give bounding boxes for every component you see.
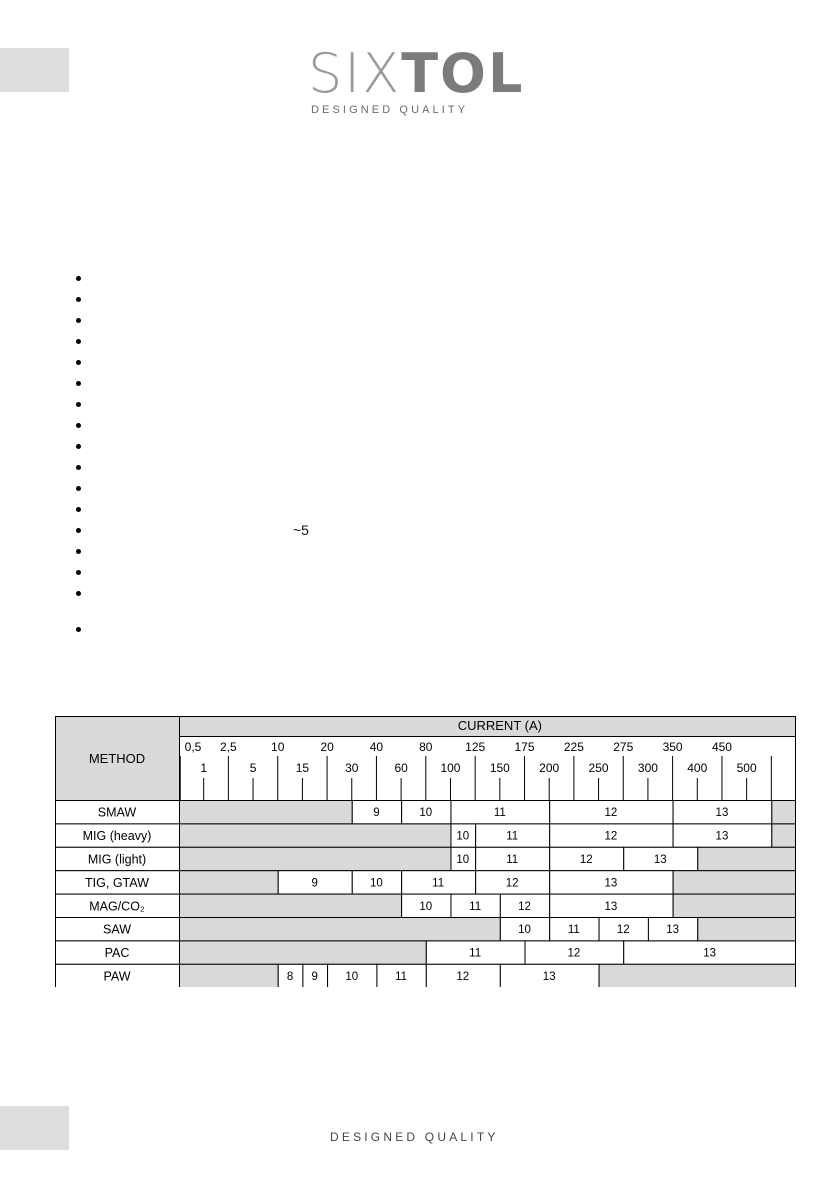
row-method-label: MIG (heavy) [82, 829, 152, 844]
row-value-label: 13 [715, 830, 729, 843]
row-value-label: 10 [370, 877, 383, 890]
row-value-label: 12 [579, 854, 593, 866]
scale-top-label: 20 [320, 740, 334, 754]
row-value-label: 13 [542, 971, 556, 983]
bullet-item [74, 289, 94, 310]
row-method-label: MIG (light) [87, 852, 147, 867]
row-shaded-cell [180, 824, 451, 847]
row-value-label: 12 [456, 971, 470, 983]
bullet-item [74, 310, 94, 331]
row-method-label: MAG/CO₂ [89, 899, 145, 914]
scale-top-label: 350 [662, 740, 683, 754]
scale-bottom-label: 300 [637, 761, 658, 775]
bullet-text: ~5 [293, 522, 309, 538]
scale-top-label: 225 [563, 740, 584, 754]
row-shaded-cell [180, 894, 402, 917]
bullet-item [74, 268, 94, 289]
bullet-item [74, 457, 94, 478]
scale-top-label: 2,5 [220, 740, 237, 754]
row-value-label: 10 [456, 830, 470, 843]
bullet-item [74, 541, 94, 562]
row-value-label: 11 [469, 947, 482, 960]
row-value-label: 10 [419, 900, 433, 913]
row-value-label: 10 [345, 971, 359, 983]
bullet-item [74, 394, 94, 415]
logo-text-bold: TOL [401, 42, 525, 105]
row-shaded-cell [698, 847, 796, 870]
row-value-label: 9 [311, 877, 318, 890]
row-value-label: 10 [456, 854, 470, 866]
scale-bottom-label: 200 [539, 761, 560, 775]
row-value-label: 12 [567, 947, 581, 960]
row-shaded-cell [772, 824, 796, 847]
bullet-item [74, 352, 94, 373]
table-svg [55, 716, 796, 987]
bullet-item [74, 415, 94, 436]
row-method-label: PAW [103, 969, 131, 984]
row-shaded-cell [180, 871, 279, 894]
row-method-label: TIG, GTAW [85, 875, 149, 890]
row-value-label: 9 [373, 807, 380, 820]
row-value-label: 11 [567, 924, 580, 937]
bullet-item [74, 373, 94, 394]
row-value-label: 12 [616, 924, 630, 937]
page-tab-marker [0, 48, 69, 92]
bullet-item [74, 436, 94, 457]
logo-tagline: DESIGNED QUALITY [311, 104, 469, 116]
row-shaded-cell [698, 918, 796, 941]
row-value-label: 13 [604, 877, 618, 890]
row-method-label: SAW [102, 922, 132, 937]
row-value-label: 13 [666, 924, 679, 937]
row-value-label: 12 [505, 877, 519, 890]
scale-top-label: 80 [419, 740, 433, 754]
logo-text-light: SIX [308, 42, 402, 105]
scale-top-label: 125 [465, 740, 486, 754]
row-shaded-cell [673, 894, 795, 917]
scale-bottom-label: 250 [588, 761, 609, 775]
row-value-label: 11 [432, 877, 445, 890]
scale-top-label: 0,5 [184, 740, 202, 754]
bullet-item [74, 562, 94, 583]
scale-bottom-label: 60 [394, 761, 408, 775]
scale-bottom-label: 500 [736, 761, 757, 775]
brand-logo [308, 42, 548, 116]
row-shaded-cell [180, 964, 279, 987]
row-shaded-cell [180, 847, 451, 870]
row-shaded-cell [180, 801, 353, 824]
row-value-label: 8 [286, 971, 294, 983]
row-value-label: 9 [311, 971, 318, 983]
scale-top-label: 10 [271, 740, 285, 754]
bullet-item [74, 499, 94, 520]
row-method-label: SMAW [97, 805, 137, 820]
scale-bottom-label: 1 [200, 761, 208, 775]
scale-top-label: 450 [711, 740, 732, 754]
row-value-label: 13 [715, 807, 729, 820]
row-shaded-cell [673, 871, 795, 894]
scale-bottom-label: 400 [687, 761, 708, 775]
row-shaded-cell [772, 801, 796, 824]
row-value-label: 13 [703, 947, 717, 960]
scale-bottom-label: 150 [489, 761, 510, 775]
row-value-label: 12 [604, 807, 618, 820]
row-value-label: 11 [395, 971, 408, 983]
row-shaded-cell [180, 918, 501, 941]
scale-top-label: 40 [369, 740, 384, 754]
bullet-item [74, 331, 94, 352]
bullet-item [74, 520, 309, 541]
bullet-item [74, 619, 94, 640]
row-value-label: 12 [518, 900, 531, 913]
scale-bottom-label: 5 [249, 761, 257, 775]
current-method-table [55, 716, 796, 987]
row-value-label: 10 [419, 807, 433, 820]
scale-bottom-label: 15 [295, 761, 310, 775]
footer-tagline: DESIGNED QUALITY [330, 1130, 499, 1144]
scale-bottom-label: 30 [345, 761, 359, 775]
row-value-label: 10 [518, 924, 531, 937]
scale-bottom-label: 100 [440, 761, 461, 775]
row-shaded-cell [180, 941, 427, 964]
row-value-label: 13 [653, 854, 667, 866]
current-header: CURRENT (A) [457, 718, 542, 733]
bullet-item [74, 583, 94, 604]
row-value-label: 11 [493, 807, 506, 820]
bullet-item [74, 478, 94, 499]
row-value-label: 11 [506, 854, 519, 866]
row-value-label: 13 [604, 900, 618, 913]
row-value-label: 11 [506, 830, 519, 843]
logo-wordmark [308, 42, 548, 105]
row-value-label: 12 [604, 830, 618, 843]
bullet-list [74, 268, 309, 640]
footer-tab-marker [0, 1106, 69, 1150]
method-header: METHOD [88, 751, 146, 766]
row-method-label: PAC [104, 946, 130, 961]
scale-top-label: 275 [613, 740, 634, 754]
row-value-label: 11 [469, 900, 482, 913]
scale-top-label: 175 [514, 740, 535, 754]
row-shaded-cell [599, 964, 795, 987]
